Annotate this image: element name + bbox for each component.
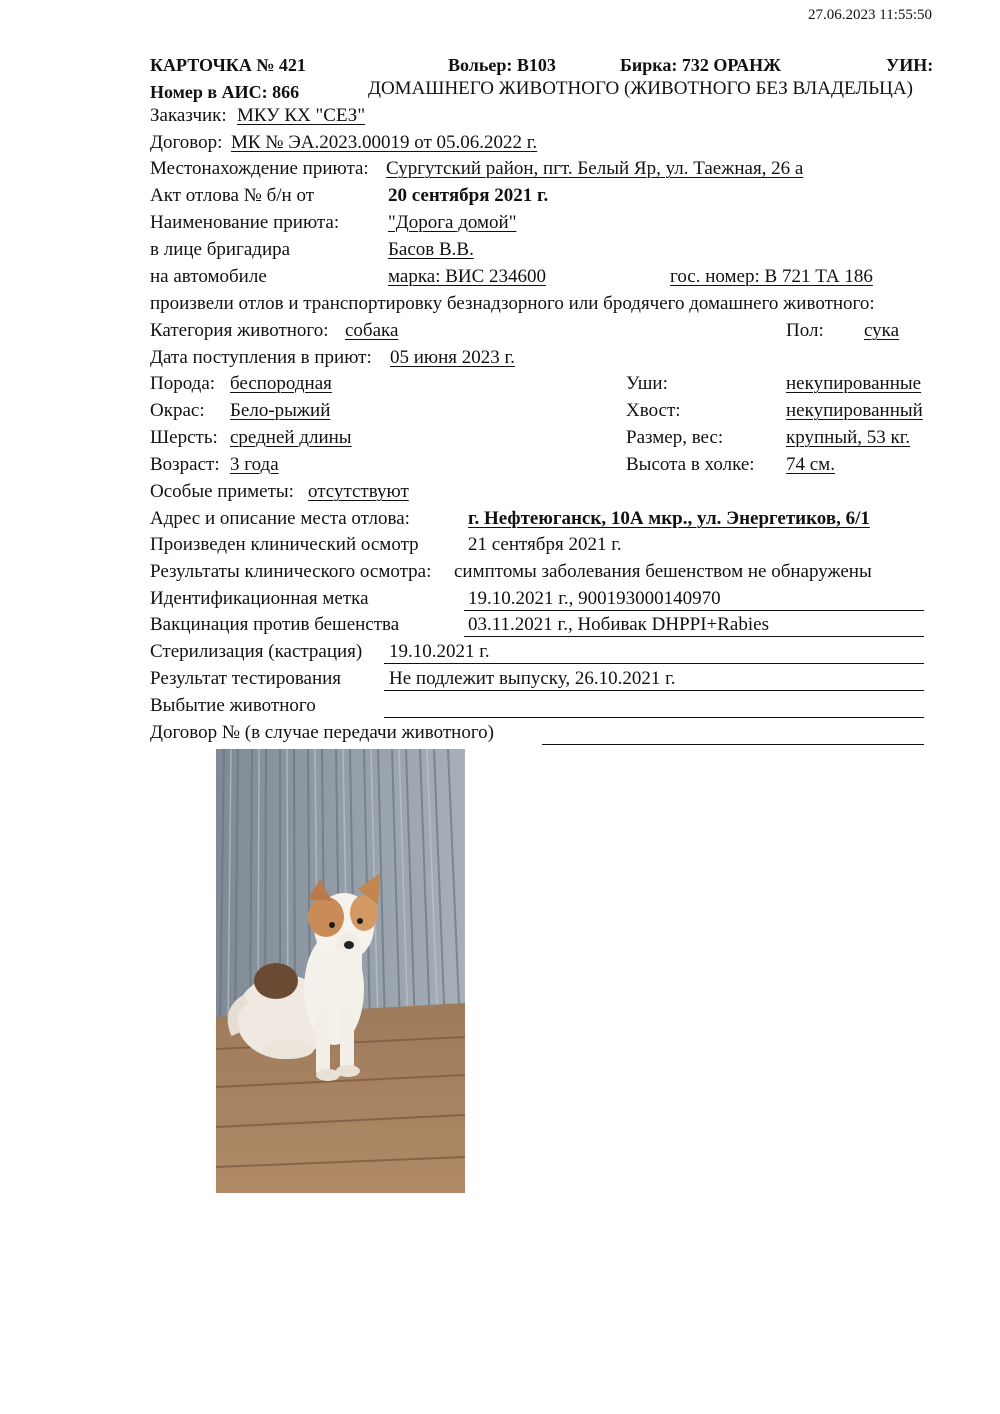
print-timestamp: 27.06.2023 11:55:50: [808, 7, 933, 23]
transfer-contract-line: [542, 744, 924, 745]
sex-label: Пол:: [786, 320, 824, 341]
size-label: Размер, вес:: [626, 427, 724, 448]
test-result-line: [384, 690, 924, 691]
exam-result-value: симптомы заболевания бешенством не обнаружены: [454, 561, 872, 582]
age-label: Возраст:: [150, 454, 220, 475]
vehicle-label: на автомобиле: [150, 266, 267, 287]
exam-result-label: Результаты клинического осмотра:: [150, 561, 432, 582]
shelter-name-value: "Дорога домой": [388, 212, 517, 233]
departure-label: Выбытие животного: [150, 695, 316, 716]
enclosure-number: Вольер: В103: [448, 55, 556, 75]
arrival-label: Дата поступления в приют:: [150, 347, 372, 368]
brigadier-value: Басов В.В.: [388, 239, 474, 260]
brigadier-label: в лице бригадира: [150, 239, 291, 260]
breed-label: Порода:: [150, 373, 216, 394]
ears-label: Уши:: [626, 373, 668, 394]
statement-text: произвели отлов и транспортировку безнадзорного или бродячего домашнего животного:: [150, 293, 875, 314]
arrival-value: 05 июня 2023 г.: [390, 347, 515, 368]
coat-value: средней длины: [230, 427, 352, 448]
special-marks-label: Особые приметы:: [150, 481, 294, 502]
breed-value: беспородная: [230, 373, 332, 394]
test-result-value: Не подлежит выпуску, 26.10.2021 г.: [389, 668, 676, 689]
sterilization-label: Стерилизация (кастрация): [150, 641, 363, 662]
document-title: ДОМАШНЕГО ЖИВОТНОГО (ЖИВОТНОГО БЕЗ ВЛАДЕЛЬЦА): [368, 78, 913, 99]
ears-value: некупированные: [786, 373, 922, 394]
shelter-location-value: Сургутский район, пгт. Белый Яр, ул. Таежная, 26 а: [386, 158, 804, 179]
color-value: Бело-рыжий: [230, 400, 331, 421]
id-mark-label: Идентификационная метка: [150, 588, 369, 609]
animal-photo: [216, 749, 465, 1193]
tail-label: Хвост:: [626, 400, 681, 421]
shelter-name-label: Наименование приюта:: [150, 212, 340, 233]
sterilization-line: [384, 663, 924, 664]
exam-label: Произведен клинический осмотр: [150, 534, 419, 555]
customer-value: МКУ КХ "СЕЗ": [237, 105, 366, 126]
customer-label: Заказчик:: [150, 105, 227, 126]
id-mark-line: [464, 610, 924, 611]
tag-number: Бирка: 732 ОРАНЖ: [620, 55, 781, 75]
uin-label: УИН:: [886, 55, 934, 75]
category-value: собака: [345, 320, 399, 341]
card-number: КАРТОЧКА № 421: [150, 55, 306, 75]
exam-value: 21 сентября 2021 г.: [468, 534, 622, 555]
capture-address-label: Адрес и описание места отлова:: [150, 508, 410, 529]
shelter-location-label: Местонахождение приюта:: [150, 158, 369, 179]
category-label: Категория животного:: [150, 320, 329, 341]
size-value: крупный, 53 кг.: [786, 427, 911, 448]
vaccination-label: Вакцинация против бешенства: [150, 614, 400, 635]
test-result-label: Результат тестирования: [150, 668, 342, 689]
transfer-contract-label: Договор № (в случае передачи животного): [150, 722, 494, 743]
special-marks-value: отсутствуют: [308, 481, 409, 502]
id-mark-value: 19.10.2021 г., 900193000140970: [468, 588, 721, 609]
capture-act-label: Акт отлова № б/н от: [150, 185, 315, 206]
height-value: 74 см.: [786, 454, 835, 475]
sex-value: сука: [864, 320, 900, 341]
capture-act-date: 20 сентября 2021 г.: [388, 185, 549, 206]
capture-address-value: г. Нефтеюганск, 10А мкр., ул. Энергетиков, 6/1: [468, 508, 870, 529]
vehicle-plate: гос. номер: В 721 ТА 186: [670, 266, 873, 287]
vaccination-line: [464, 636, 924, 637]
contract-label: Договор:: [150, 132, 223, 153]
vehicle-brand: марка: ВИС 234600: [388, 266, 547, 287]
sterilization-value: 19.10.2021 г.: [389, 641, 490, 662]
color-label: Окрас:: [150, 400, 205, 421]
tail-value: некупированный: [786, 400, 923, 421]
vaccination-value: 03.11.2021 г., Нобивак DHPPI+Rabies: [468, 614, 769, 635]
ais-number: Номер в АИС: 866: [150, 82, 300, 102]
contract-value: МК № ЭА.2023.00019 от 05.06.2022 г.: [231, 132, 538, 153]
departure-line: [384, 717, 924, 718]
coat-label: Шерсть:: [150, 427, 218, 448]
age-value: 3 года: [230, 454, 279, 475]
height-label: Высота в холке:: [626, 454, 755, 475]
